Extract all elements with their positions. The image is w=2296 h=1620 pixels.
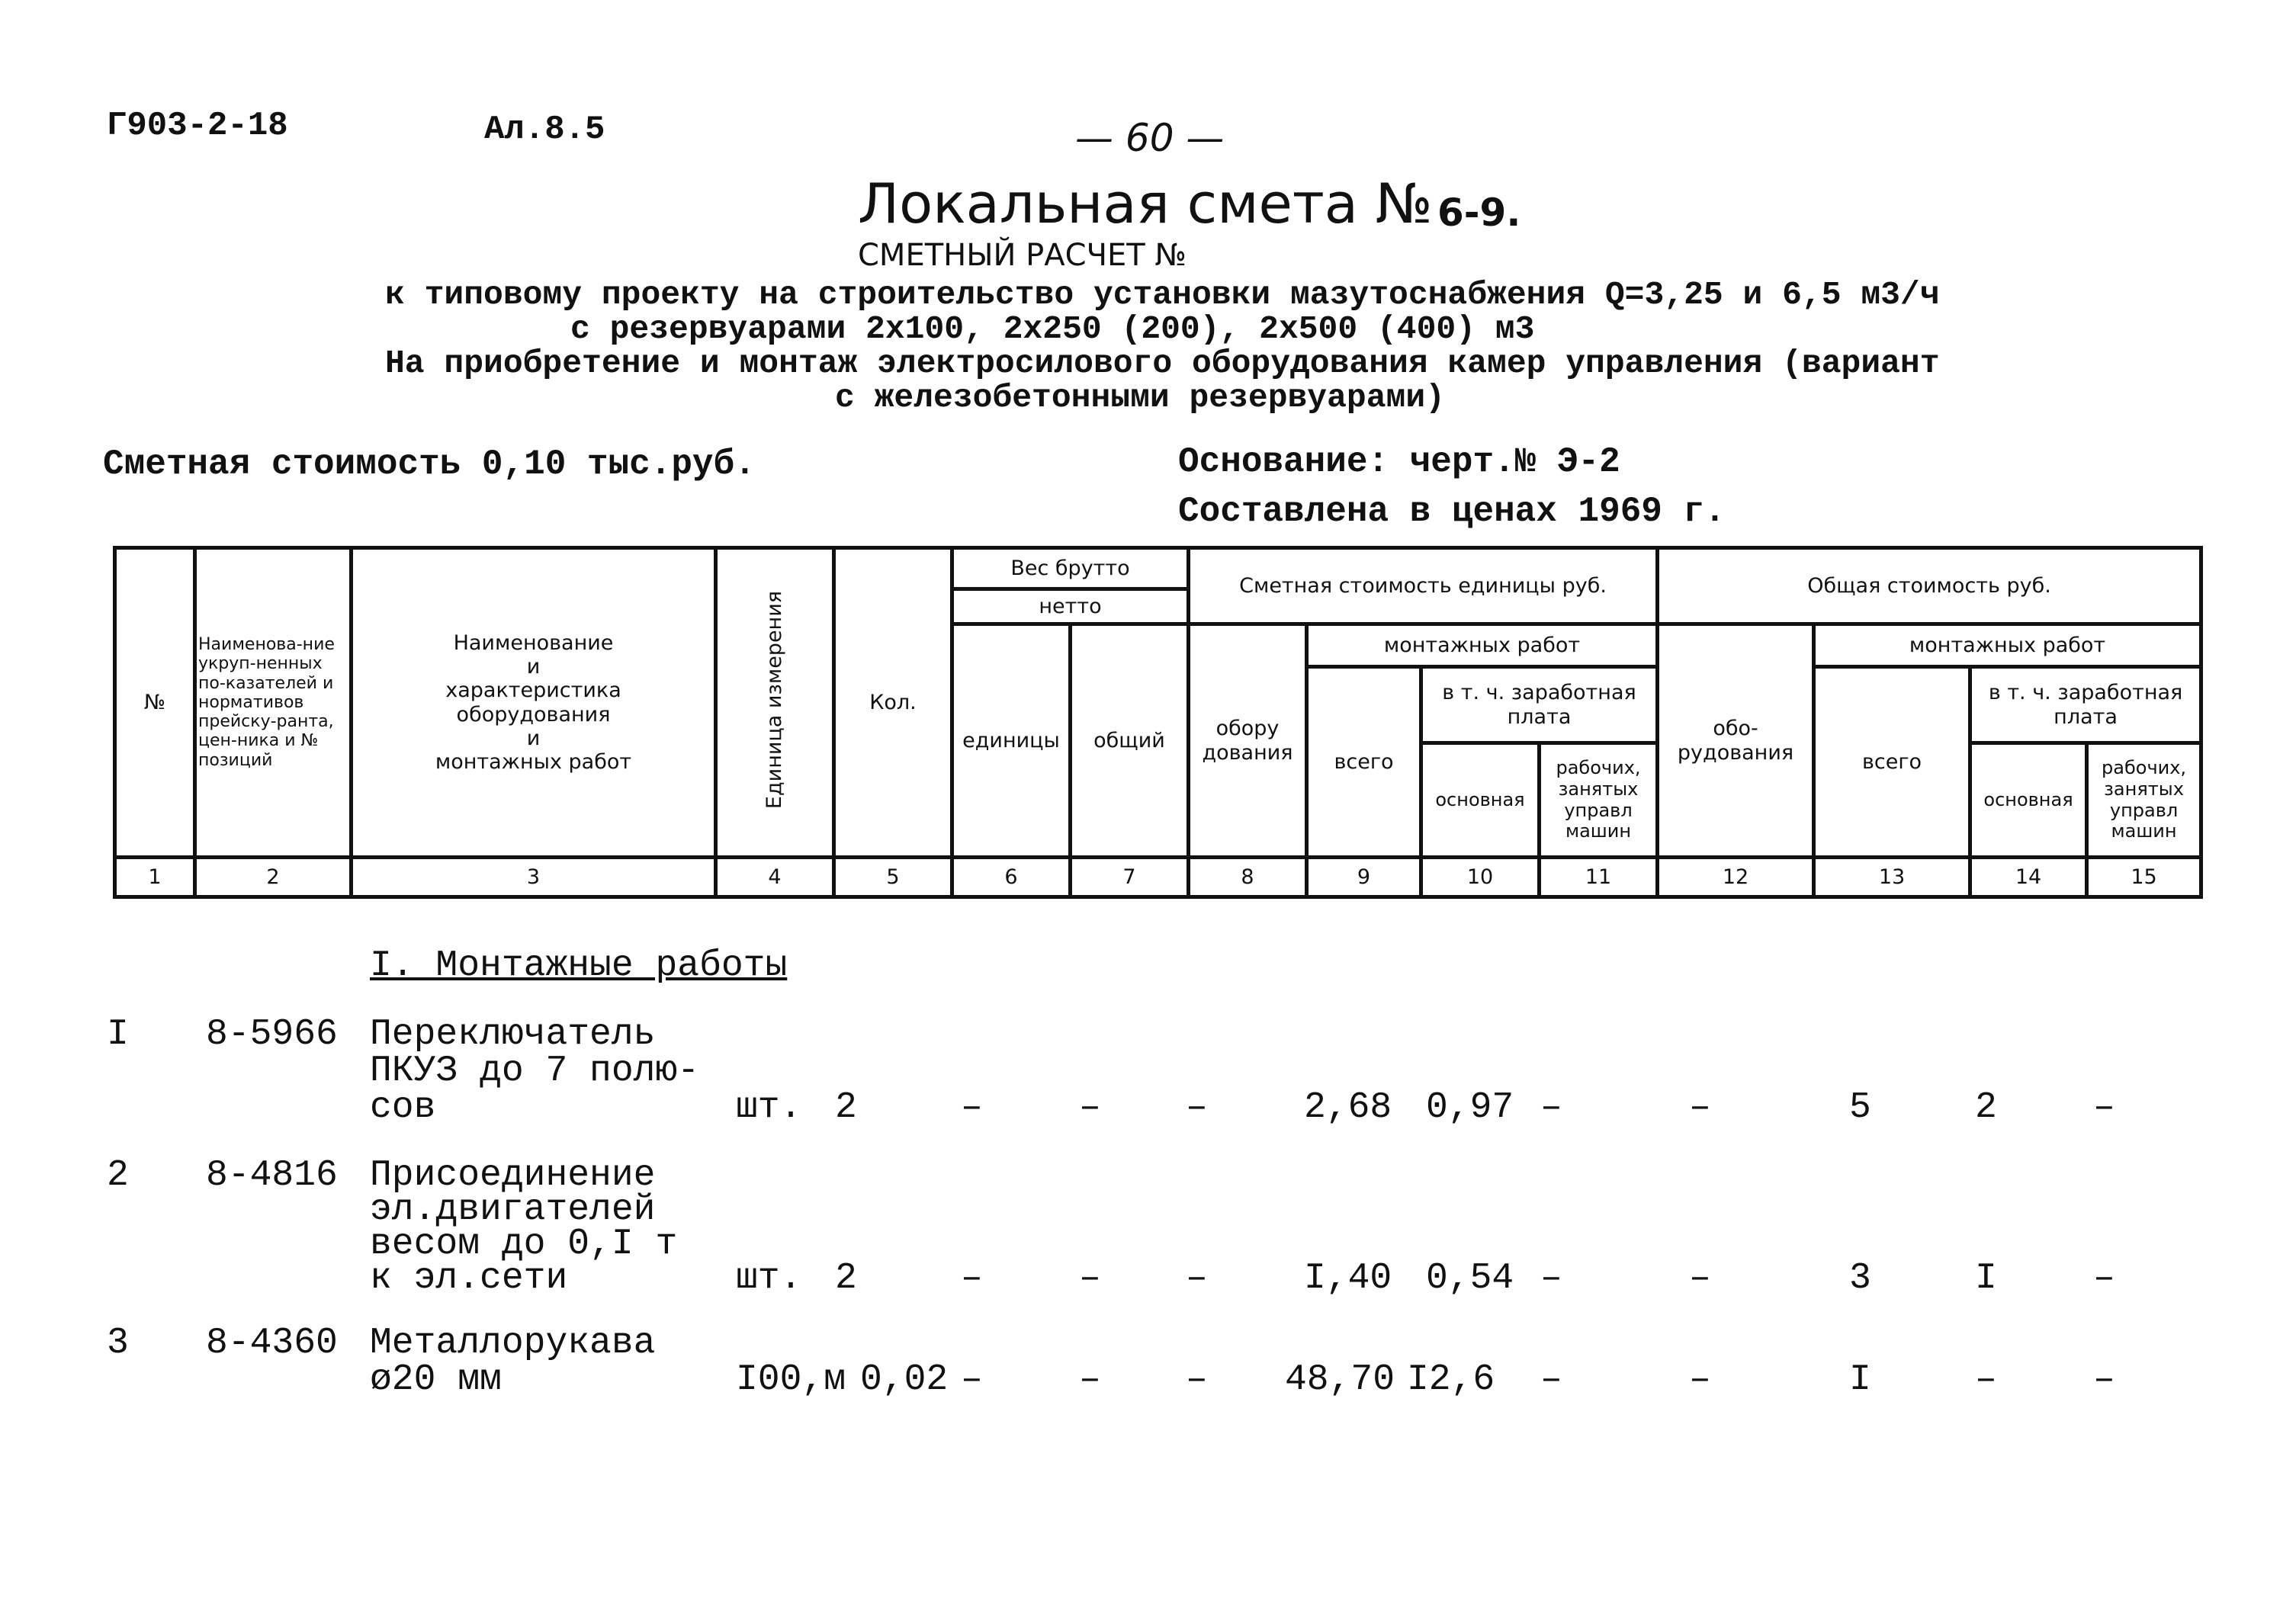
column-number: 5 [834,858,952,897]
row-col-13: 5 [1849,1087,1871,1128]
header-weight-total: общий [1071,624,1189,858]
header-equipment: обору дования [1189,624,1307,858]
row-col-13: 3 [1849,1258,1871,1299]
row-col-11: – [1540,1087,1562,1128]
column-number: 11 [1540,858,1658,897]
row-unit: шт. [736,1087,802,1128]
column-number: 10 [1421,858,1540,897]
row-col-12: – [1689,1359,1711,1400]
row-name-line: весом до 0,I т [370,1224,678,1265]
column-number: 12 [1658,858,1814,897]
header-basic-2: основная [1970,743,2087,858]
row-qty: 0,02 [860,1359,949,1400]
album-number: Ал.8.5 [484,111,605,149]
column-number: 13 [1814,858,1970,897]
basis-drawing: Основание: черт.№ Э-2 [1178,442,1620,482]
row-col-11: – [1540,1258,1562,1299]
header-workers-2: рабочих, занятых управл машин [2087,743,2201,858]
description-line-3: На приобретение и монтаж электросилового оборудования камер управления (вариант [385,345,1940,382]
subtitle: СМЕТНЫЙ РАСЧЕТ № [858,238,1187,273]
column-number: 4 [716,858,834,897]
header-total-cost: Общая стоимость руб. [1658,548,2201,624]
header-col-qty: Кол. [834,548,952,858]
column-number: 1 [115,858,195,897]
row-name-line: ø20 мм [370,1359,502,1400]
price-year: Составлена в ценах 1969 г. [1178,492,1726,531]
row-name-line: эл.двигателей [370,1189,656,1230]
header-total: всего [1307,667,1421,858]
header-total-2: всего [1814,667,1970,858]
row-col-13: I [1849,1359,1871,1400]
row-col-9: I,40 [1304,1258,1392,1299]
row-col-10: 0,97 [1426,1087,1514,1128]
row-col-9: 2,68 [1304,1087,1392,1128]
row-col-6: – [961,1258,983,1299]
row-code: 8-5966 [206,1014,338,1055]
row-col-6: – [961,1359,983,1400]
header-weight-brutto: Вес брутто [952,548,1189,589]
column-number-row [115,858,2201,897]
row-col-14: I [1975,1258,1997,1299]
row-name-line: к эл.сети [370,1258,568,1299]
row-col-7: – [1079,1258,1101,1299]
row-col-15: – [2093,1087,2115,1128]
row-qty: 2 [835,1258,857,1299]
row-name-line: ПКУЗ до 7 полю- [370,1051,700,1092]
document-title: Локальная смета № [858,172,1433,236]
row-col-11: – [1540,1359,1562,1400]
row-col-12: – [1689,1087,1711,1128]
header-col-code: Наименова-ние укруп-ненных по-казателей и нормативов прейску-ранта, цен-ника и № позиций [195,548,352,858]
row-code: 8-4360 [206,1323,338,1364]
column-number: 3 [352,858,716,897]
column-number: 14 [1970,858,2087,897]
row-name-line: Переключатель [370,1014,656,1055]
header-col-name: Наименование и характеристика оборудования и монтажных работ [352,548,716,858]
row-code: 8-4816 [206,1155,338,1196]
row-col-8: – [1186,1087,1208,1128]
header-equipment-2: обо-рудования [1658,624,1814,858]
row-col-15: – [2093,1258,2115,1299]
row-name-line: Металлорукава [370,1323,656,1364]
row-col-7: – [1079,1087,1101,1128]
header-workers: рабочих, занятых управл машин [1540,743,1658,858]
row-name-line: сов [370,1087,436,1128]
column-number: 15 [2087,858,2201,897]
header-wage-2: в т. ч. заработная плата [1970,667,2201,743]
header-unit-cost: Сметная стоимость единицы руб. [1189,548,1658,624]
section-title: I. Монтажные работы [370,945,788,986]
row-col-15: – [2093,1359,2115,1400]
row-col-8: – [1186,1258,1208,1299]
header-col-unit: Единица измерения [716,548,834,858]
row-col-10: 0,54 [1426,1258,1514,1299]
row-col-14: 2 [1975,1087,1997,1128]
header-wage: в т. ч. заработная плата [1421,667,1658,743]
estimate-number: 6-9. [1437,191,1521,235]
estimate-table-header [113,546,2203,899]
description-line-4: с железобетонными резервуарами) [835,379,1445,416]
estimated-cost: Сметная стоимость 0,10 тыс.руб. [103,444,756,484]
row-name-line: Присоединение [370,1155,656,1196]
description-line-2: с резервуарами 2х100, 2х250 (200), 2х500 (400) м3 [570,310,1535,348]
row-number: 2 [107,1155,129,1196]
column-number: 6 [952,858,1071,897]
header-installation: монтажных работ [1307,624,1658,667]
column-number: 7 [1071,858,1189,897]
document-code: Г903-2-18 [107,107,288,145]
row-col-10: I2,6 [1407,1359,1495,1400]
row-col-6: – [961,1087,983,1128]
row-col-8: – [1186,1359,1208,1400]
row-qty: 2 [835,1087,857,1128]
row-number: 3 [107,1323,129,1364]
row-col-12: – [1689,1258,1711,1299]
header-weight-unit: единицы [952,624,1071,858]
header-weight-netto: нетто [952,589,1189,624]
description-line-1: к типовому проекту на строительство установки мазутоснабжения Q=3,25 и 6,5 м3/ч [385,276,1940,313]
row-number: I [107,1014,129,1055]
header-installation-2: монтажных работ [1814,624,2201,667]
column-number: 2 [195,858,352,897]
row-unit: I00,м [736,1359,846,1400]
column-number: 8 [1189,858,1307,897]
header-col-no: № [115,548,195,858]
row-col-9: 48,70 [1285,1359,1395,1400]
column-number: 9 [1307,858,1421,897]
row-col-7: – [1079,1359,1101,1400]
header-basic: основная [1421,743,1540,858]
row-col-14: – [1975,1359,1997,1400]
row-unit: шт. [736,1258,802,1299]
page-number: — 60 — [1075,116,1225,160]
